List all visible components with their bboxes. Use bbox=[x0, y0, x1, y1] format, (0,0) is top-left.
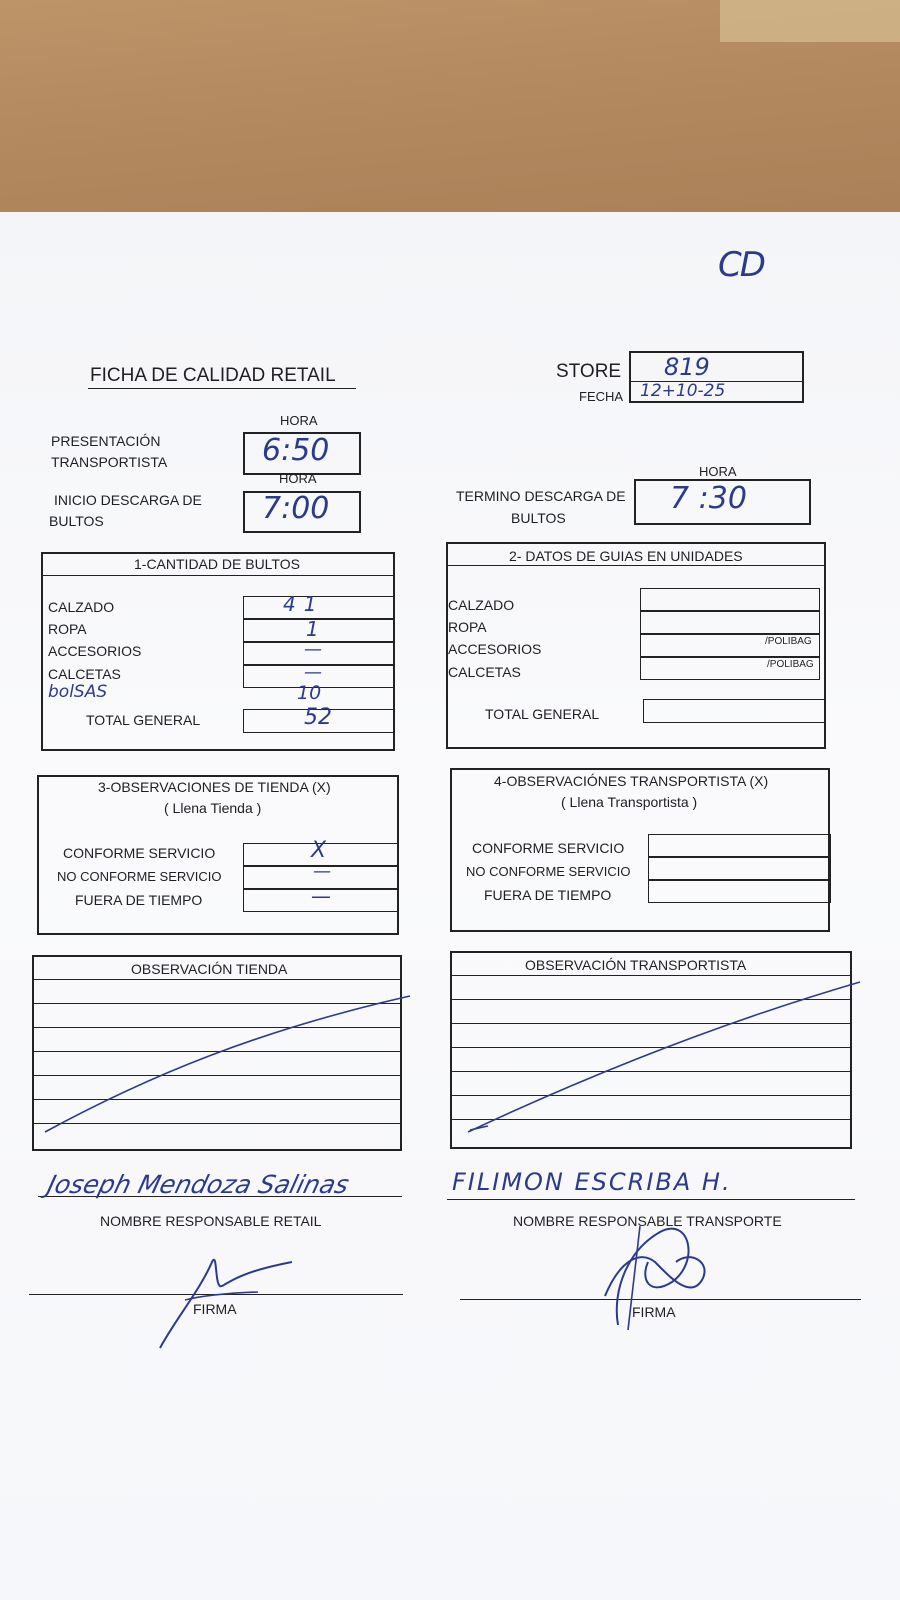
section4-title: 4-OBSERVACIÓNES TRANSPORTISTA (X) bbox=[494, 773, 769, 789]
s1-value-ropa: 1 bbox=[306, 617, 319, 641]
form-title: FICHA DE CALIDAD RETAIL bbox=[90, 365, 336, 386]
s2-label-calcetas: CALCETAS bbox=[448, 664, 521, 680]
retail-name-signature: Joseph Mendoza Salinas bbox=[44, 1170, 352, 1199]
s2-label-ropa: ROPA bbox=[448, 619, 487, 635]
s1-label-ropa: ROPA bbox=[48, 621, 87, 637]
s1-label-calcetas: CALCETAS bbox=[48, 666, 121, 682]
s4-label-fuera: FUERA DE TIEMPO bbox=[484, 887, 612, 903]
section3-title: 3-OBSERVACIONES DE TIENDA (X) bbox=[98, 779, 331, 795]
transport-name-signature: FILIMON ESCRIBA H. bbox=[452, 1168, 732, 1196]
s1-total-label: TOTAL GENERAL bbox=[86, 712, 201, 728]
termino-time-value: 7 :30 bbox=[670, 481, 747, 516]
s3-value-no-conforme: — bbox=[313, 861, 331, 882]
obs-tienda-title: OBSERVACIÓN TIENDA bbox=[131, 961, 288, 977]
s2-note-calcetas: /POLIBAG bbox=[767, 659, 814, 670]
s3-value-fuera: — bbox=[311, 884, 331, 908]
retail-caption: NOMBRE RESPONSABLE RETAIL bbox=[100, 1213, 322, 1229]
section3-subtitle: ( Llena Tienda ) bbox=[164, 800, 262, 816]
fecha-value: 12+10-25 bbox=[640, 381, 726, 401]
firma-left-label: FIRMA bbox=[193, 1301, 237, 1317]
inicio-label-2: BULTOS bbox=[49, 513, 104, 529]
s2-label-calzado: CALZADO bbox=[448, 597, 515, 613]
s1-value-calcetas: — bbox=[304, 662, 322, 683]
obs-transportista-title: OBSERVACIÓN TRANSPORTISTA bbox=[525, 957, 747, 973]
hora-label-3: HORA bbox=[699, 464, 737, 479]
hora-label-2: HORA bbox=[279, 471, 317, 486]
s1-value-accesorios: — bbox=[304, 639, 322, 660]
transport-caption: NOMBRE RESPONSABLE TRANSPORTE bbox=[513, 1213, 782, 1229]
s4-label-no-conforme: NO CONFORME SERVICIO bbox=[466, 864, 631, 879]
s2-total-label: TOTAL GENERAL bbox=[485, 706, 600, 722]
s3-label-conforme: CONFORME SERVICIO bbox=[63, 845, 216, 861]
section2-title: 2- DATOS DE GUIAS EN UNIDADES bbox=[509, 548, 743, 564]
s1-label-calzado: CALZADO bbox=[48, 599, 115, 615]
inicio-label: INICIO DESCARGA DE bbox=[54, 492, 202, 508]
store-value: 819 bbox=[664, 353, 710, 381]
termino-label: TERMINO DESCARGA DE bbox=[456, 488, 626, 504]
s3-value-conforme: X bbox=[311, 838, 327, 863]
presentacion-label: PRESENTACIÓN bbox=[51, 433, 161, 449]
firma-right-label: FIRMA bbox=[632, 1304, 676, 1320]
section1-title: 1-CANTIDAD DE BULTOS bbox=[134, 556, 300, 572]
section4-subtitle: ( Llena Transportista ) bbox=[561, 794, 698, 810]
s1-label-bolsas: bolSAS bbox=[48, 682, 108, 702]
hora-label-1: HORA bbox=[280, 413, 318, 428]
s1-value-calzado: 41 bbox=[283, 592, 325, 616]
s2-label-accesorios: ACCESORIOS bbox=[448, 641, 542, 657]
fecha-label: FECHA bbox=[579, 389, 624, 404]
presentacion-label-2: TRANSPORTISTA bbox=[51, 454, 168, 470]
corner-mark: CD bbox=[718, 245, 764, 285]
s3-label-fuera: FUERA DE TIEMPO bbox=[75, 892, 203, 908]
s2-note-accesorios: /POLIBAG bbox=[765, 636, 812, 647]
inicio-time-value: 7:00 bbox=[262, 491, 330, 526]
s4-label-conforme: CONFORME SERVICIO bbox=[472, 840, 625, 856]
s1-value-bolsas: 10 bbox=[297, 682, 322, 704]
store-label: STORE bbox=[556, 361, 622, 382]
s1-value-total: 52 bbox=[304, 705, 332, 730]
s3-label-no-conforme: NO CONFORME SERVICIO bbox=[57, 869, 222, 884]
termino-label-2: BULTOS bbox=[511, 510, 566, 526]
s1-label-accesorios: ACCESORIOS bbox=[48, 643, 142, 659]
presentacion-time-value: 6:50 bbox=[262, 433, 330, 468]
